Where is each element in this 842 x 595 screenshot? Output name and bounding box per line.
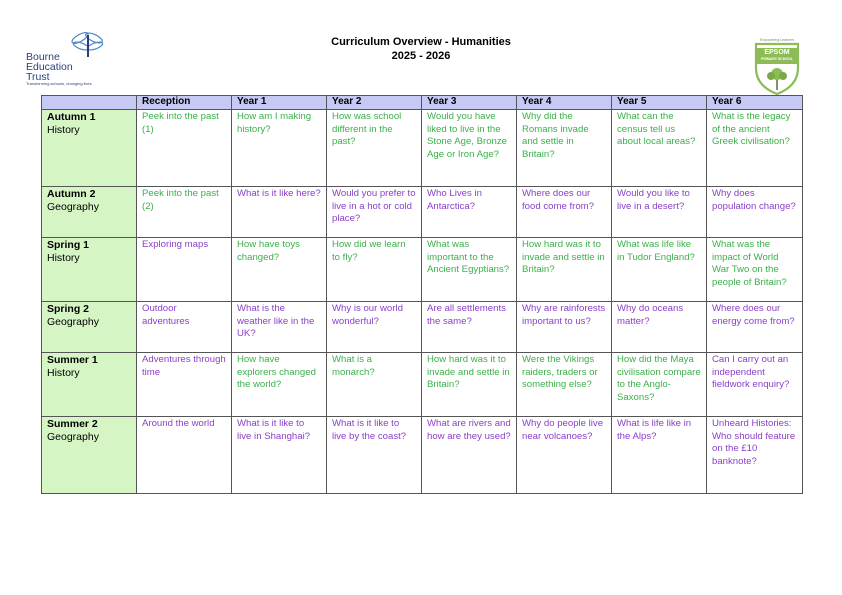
table-cell: Why are rainforests important to us? [517,302,612,353]
table-row-spring-1 [42,238,803,302]
term-cell [42,238,137,302]
table-cell: Would you have liked to live in the Stone Age, Bronze Age or Iron Age? [422,110,517,187]
table-cell: Where does our energy come from? [707,302,803,353]
subject-label: History [47,366,80,379]
table-cell: How was school different in the past? [327,110,422,187]
table-cell: What can the census tell us about local areas? [612,110,707,187]
term-label: Spring 2 [47,303,90,315]
table-cell: How hard was it to invade and settle in Britain? [517,238,612,302]
table-cell: Unheard Histories: Who should feature on the £10 banknote? [707,417,803,494]
school-shield-icon [752,38,802,96]
logo-top-text: Empowering Learners [759,38,795,42]
term-label: Summer 1 [47,354,98,366]
school-name: EPSOM [764,49,790,56]
logo-tagline: Transforming schools, changing lives [26,81,92,86]
table-row-summer-1 [42,353,803,417]
table-row-spring-2 [42,302,803,353]
curriculum-table [41,95,803,494]
table-cell: Why does population change? [707,187,803,238]
table-cell: Why do oceans matter? [612,302,707,353]
column-header-year-1: Year 1 [232,96,327,110]
term-label: Autumn 2 [47,188,96,200]
logo-line-3: Trust [26,71,50,83]
term-label: Autumn 1 [47,111,96,123]
table-cell: How did we learn to fly? [327,238,422,302]
table-cell: Are all settlements the same? [422,302,517,353]
term-label: Spring 1 [47,239,90,251]
table-cell: What is life like in the Alps? [612,417,707,494]
year-range: 2025 - 2026 [391,50,451,62]
column-header-year-6: Year 6 [707,96,803,110]
table-cell: What is the legacy of the ancient Greek civilisation? [707,110,803,187]
column-header-year-3: Year 3 [422,96,517,110]
column-header-year-5: Year 5 [612,96,707,110]
table-cell: What are rivers and how are they used? [422,417,517,494]
school-subtitle: PRIMARY SCHOOL [761,57,793,61]
table-row-autumn-2 [42,187,803,238]
table-cell: Around the world [137,417,232,494]
table-cell: What was the impact of World War Two on the people of Britain? [707,238,803,302]
table-cell: Adventures through time [137,353,232,417]
table-cell: Peek into the past (2) [137,187,232,238]
table-cell: Why is our world wonderful? [327,302,422,353]
epsom-primary-school-logo [752,38,802,96]
table-cell: Why did the Romans invade and settle in Britain? [517,110,612,187]
table-cell: What is it like to live in Shanghai? [232,417,327,494]
logo-line-2: Education [26,61,73,73]
table-cell: Were the Vikings raiders, traders or something else? [517,353,612,417]
column-header-year-4: Year 4 [517,96,612,110]
table-cell: Where does our food come from? [517,187,612,238]
table-row-summer-2 [42,417,803,494]
term-cell [42,417,137,494]
table-cell: How have explorers changed the world? [232,353,327,417]
subject-label: Geography [47,315,99,328]
term-cell [42,187,137,238]
logo-line-1: Bourne [26,51,60,63]
table-cell: Can I carry out an independent fieldwork enquiry? [707,353,803,417]
table-cell: How have toys changed? [232,238,327,302]
term-cell [42,353,137,417]
term-label: Summer 2 [47,418,98,430]
table-row-autumn-1 [42,110,803,187]
page-title: Curriculum Overview - Humanities [331,36,511,48]
table-cell: Who Lives in Antarctica? [422,187,517,238]
table-cell: Would you like to live in a desert? [612,187,707,238]
subject-label: History [47,251,80,264]
table-cell: What was important to the Ancient Egyptians? [422,238,517,302]
table-cell: What is a monarch? [327,353,422,417]
subject-label: Geography [47,200,99,213]
term-cell [42,302,137,353]
table-cell: Why do people live near volcanoes? [517,417,612,494]
table-cell: How hard was it to invade and settle in Britain? [422,353,517,417]
subject-label: Geography [47,430,99,443]
column-header-year-2: Year 2 [327,96,422,110]
document-header [0,35,842,63]
column-header-reception: Reception [137,96,232,110]
table-cell: How did the Maya civilisation compare to the Anglo-Saxons? [612,353,707,417]
table-cell: What is it like to live by the coast? [327,417,422,494]
table-cell: What was life like in Tudor England? [612,238,707,302]
table-cell: What is the weather like in the UK? [232,302,327,353]
term-cell [42,110,137,187]
table-header-row [42,96,803,110]
table-cell: How am I making history? [232,110,327,187]
subject-label: History [47,123,80,136]
column-header-blank [42,96,137,110]
table-cell: Would you prefer to live in a hot or cold place? [327,187,422,238]
table-cell: Peek into the past (1) [137,110,232,187]
table-cell: Outdoor adventures [137,302,232,353]
table-cell: Exploring maps [137,238,232,302]
table-cell: What is it like here? [232,187,327,238]
